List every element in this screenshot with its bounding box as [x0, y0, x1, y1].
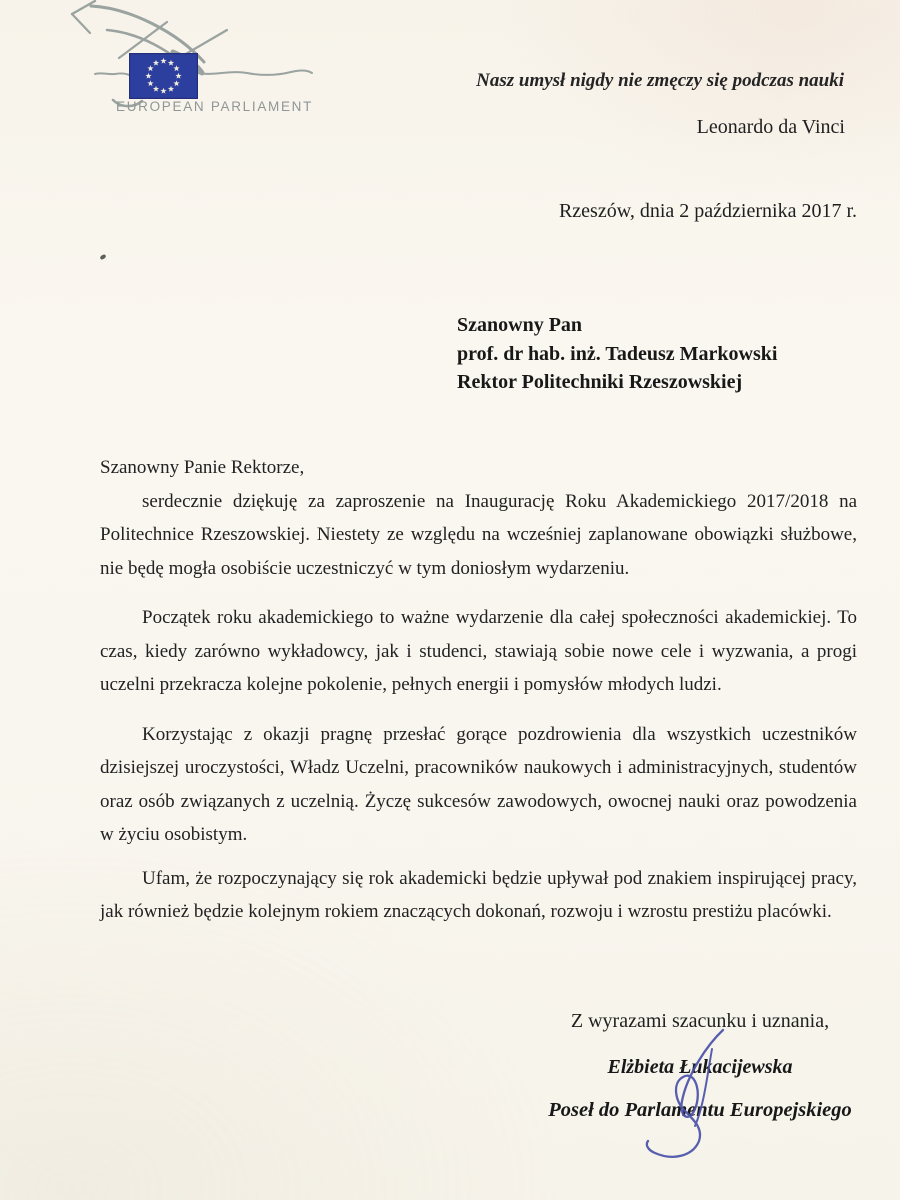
handwritten-signature-icon: [615, 1025, 755, 1165]
salutation: Szanowny Panie Rektorze,: [100, 457, 305, 478]
dateline: Rzeszów, dnia 2 października 2017 r.: [558, 200, 857, 222]
body-paragraph-2: Początek roku akademickiego to ważne wydarzenie dla całej społeczności akademickiej. To czas, kiedy zarówno wykładowcy, jak i studenci, stawiają sobie nowe cele i wyzwania, a progi uczelni przekracza kolejne pokolenie, pełnych energii i pomysłów młodych ludzi.: [100, 607, 857, 695]
body-paragraph-1: serdecznie dziękuję za zaproszenie na Inaugurację Roku Akademickiego 2017/2018 na Politechnice Rzeszowskiej. Niestety ze względu na wcześniej zaplanowane obowiązki służbowe, nie będę mogła osobiście uczestniczyć w tym doniosłym wydarzeniu.: [100, 490, 857, 579]
recipient-line-salutation: Szanowny Pan: [457, 314, 583, 336]
eu-flag-icon: [129, 53, 198, 99]
recipient-line-name: prof. dr hab. inż. Tadeusz Markowski: [457, 342, 778, 365]
org-label: EUROPEAN PARLIAMENT: [116, 99, 314, 114]
recipient-line-title: Rektor Politechniki Rzeszowskiej: [457, 371, 743, 393]
letter-body: [100, 451, 857, 929]
recipient-block: [457, 311, 777, 397]
body-paragraph-3: Korzystając z okazji pragnę przesłać gorące pozdrowienia dla wszystkich uczestników dzisiejszej uroczystości, Władz Uczelni, pracowników naukowych i administracyjnych, studentów oraz osób związanych z uczelnią. Życzę sukcesów zawodowych, owocnej nauki oraz powodzenia w życiu osobistym.: [100, 723, 857, 845]
body-paragraph-4: Ufam, że rozpoczynający się rok akademicki będzie upływał pod znakiem inspirującej pracy, jak również będzie kolejnym rokiem znaczących dokonań, rozwoju i wzrostu prestiżu placówki.: [100, 867, 857, 922]
valediction: Z wyrazami szacunku i uznania,: [570, 1010, 830, 1032]
signer-name: Elżbieta Łukacijewska: [607, 1056, 793, 1078]
signer-title: Poseł do Parlamentu Europejskiego: [548, 1098, 852, 1121]
scan-speck: [99, 254, 106, 260]
motto-text: Nasz umysł nigdy nie zmęczy się podczas nauki: [476, 70, 844, 91]
motto-author: Leonardo da Vinci: [696, 116, 845, 138]
